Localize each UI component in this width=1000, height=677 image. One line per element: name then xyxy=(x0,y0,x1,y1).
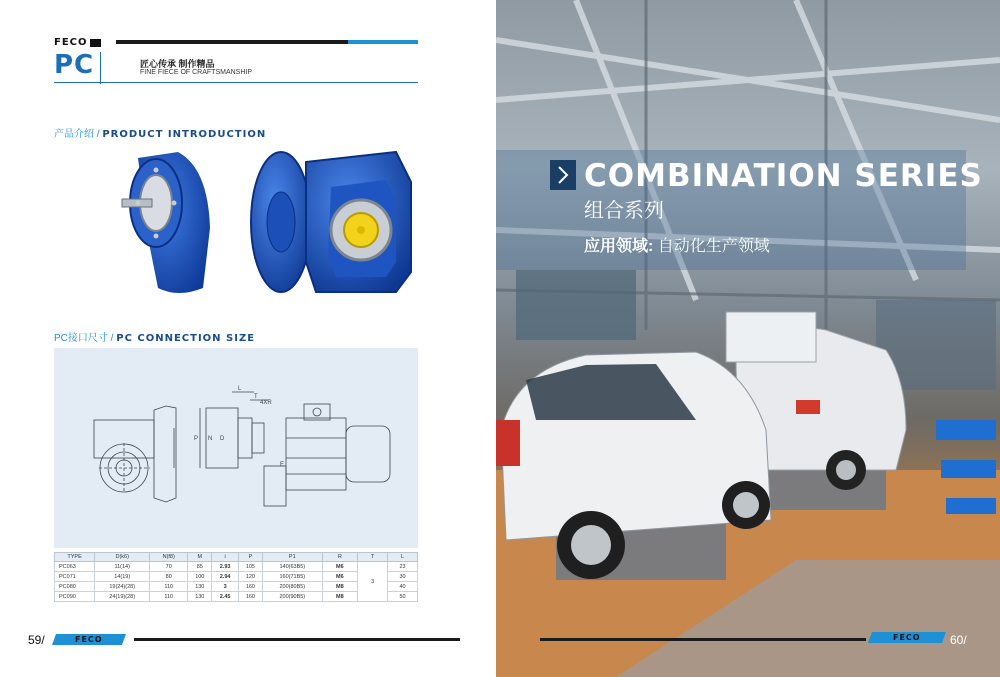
col-header: R xyxy=(322,553,358,562)
application-text: 自动化生产领域 xyxy=(653,238,770,255)
dim-label-N: N xyxy=(208,436,213,442)
footer-rule-right xyxy=(540,638,866,641)
header-bar xyxy=(116,40,348,44)
col-header: P xyxy=(238,553,262,562)
footer-logo-left: FECO xyxy=(52,634,126,645)
dim-label-E: E xyxy=(280,462,285,468)
footer-logo-right: FECO xyxy=(868,632,946,643)
table-row: PC090 24(19)(28) 110 130 2.45 160 200(90B5) M8 50 xyxy=(55,592,418,602)
factory-photo xyxy=(496,0,1000,677)
application-field xyxy=(584,233,770,256)
footer-rule-left xyxy=(134,638,460,641)
dimension-drawing xyxy=(54,348,418,548)
merged-T-cell: 3 xyxy=(358,562,388,602)
col-header: TYPE xyxy=(55,553,95,562)
application-label: 应用领域: xyxy=(584,238,654,255)
table-row: PC071 14(19) 80 100 2.94 120 160(71B5) M6 30 xyxy=(55,572,418,582)
title-divider xyxy=(100,52,101,84)
header-rule xyxy=(54,82,418,83)
section-heading-connection-size: PC接口尺寸 / PC CONNECTION SIZE xyxy=(54,333,256,344)
col-header: i xyxy=(212,553,238,562)
table-header-row xyxy=(55,553,418,562)
page-number-right: 60/ xyxy=(950,633,967,647)
logo-block xyxy=(90,39,101,47)
col-header: D(k6) xyxy=(95,553,150,562)
col-header: N(f8) xyxy=(150,553,188,562)
header-accent-bar xyxy=(348,40,418,44)
page-title: PC xyxy=(54,50,95,80)
brand-logo-text: FECO xyxy=(54,37,88,48)
dim-label-P: P xyxy=(194,436,199,442)
page-number-left: 59/ xyxy=(28,633,45,647)
reducer-image-assembly xyxy=(246,142,416,302)
series-title: COMBINATION SERIES xyxy=(584,158,983,194)
chevron-right-icon xyxy=(550,160,576,190)
dim-label-L: L xyxy=(238,386,242,392)
spec-table xyxy=(54,552,418,602)
tagline-cn: 匠心传承 制作精品 xyxy=(140,59,215,69)
section-heading-product-introduction: 产品介绍 / PRODUCT INTRODUCTION xyxy=(54,129,267,140)
col-header: L xyxy=(388,553,418,562)
col-header: T xyxy=(358,553,388,562)
col-header: P1 xyxy=(263,553,322,562)
brand-logo xyxy=(54,37,101,48)
series-subtitle-cn: 组合系列 xyxy=(584,200,664,222)
dim-label-T: T xyxy=(254,394,258,400)
table-row: PC080 19(24)(28) 110 130 3 160 200(80B5) M8 40 xyxy=(55,582,418,592)
table-row: PC063 11(14) 70 85 2.93 105 140(63B5) M6 3 23 xyxy=(55,562,418,572)
dim-label-4XR: 4XR xyxy=(260,400,272,406)
tagline-en: FINE FIECE OF CRAFTSMANSHIP xyxy=(140,69,253,76)
dim-label-D: D xyxy=(220,436,225,442)
col-header: M xyxy=(188,553,212,562)
reducer-image-front xyxy=(118,148,218,303)
